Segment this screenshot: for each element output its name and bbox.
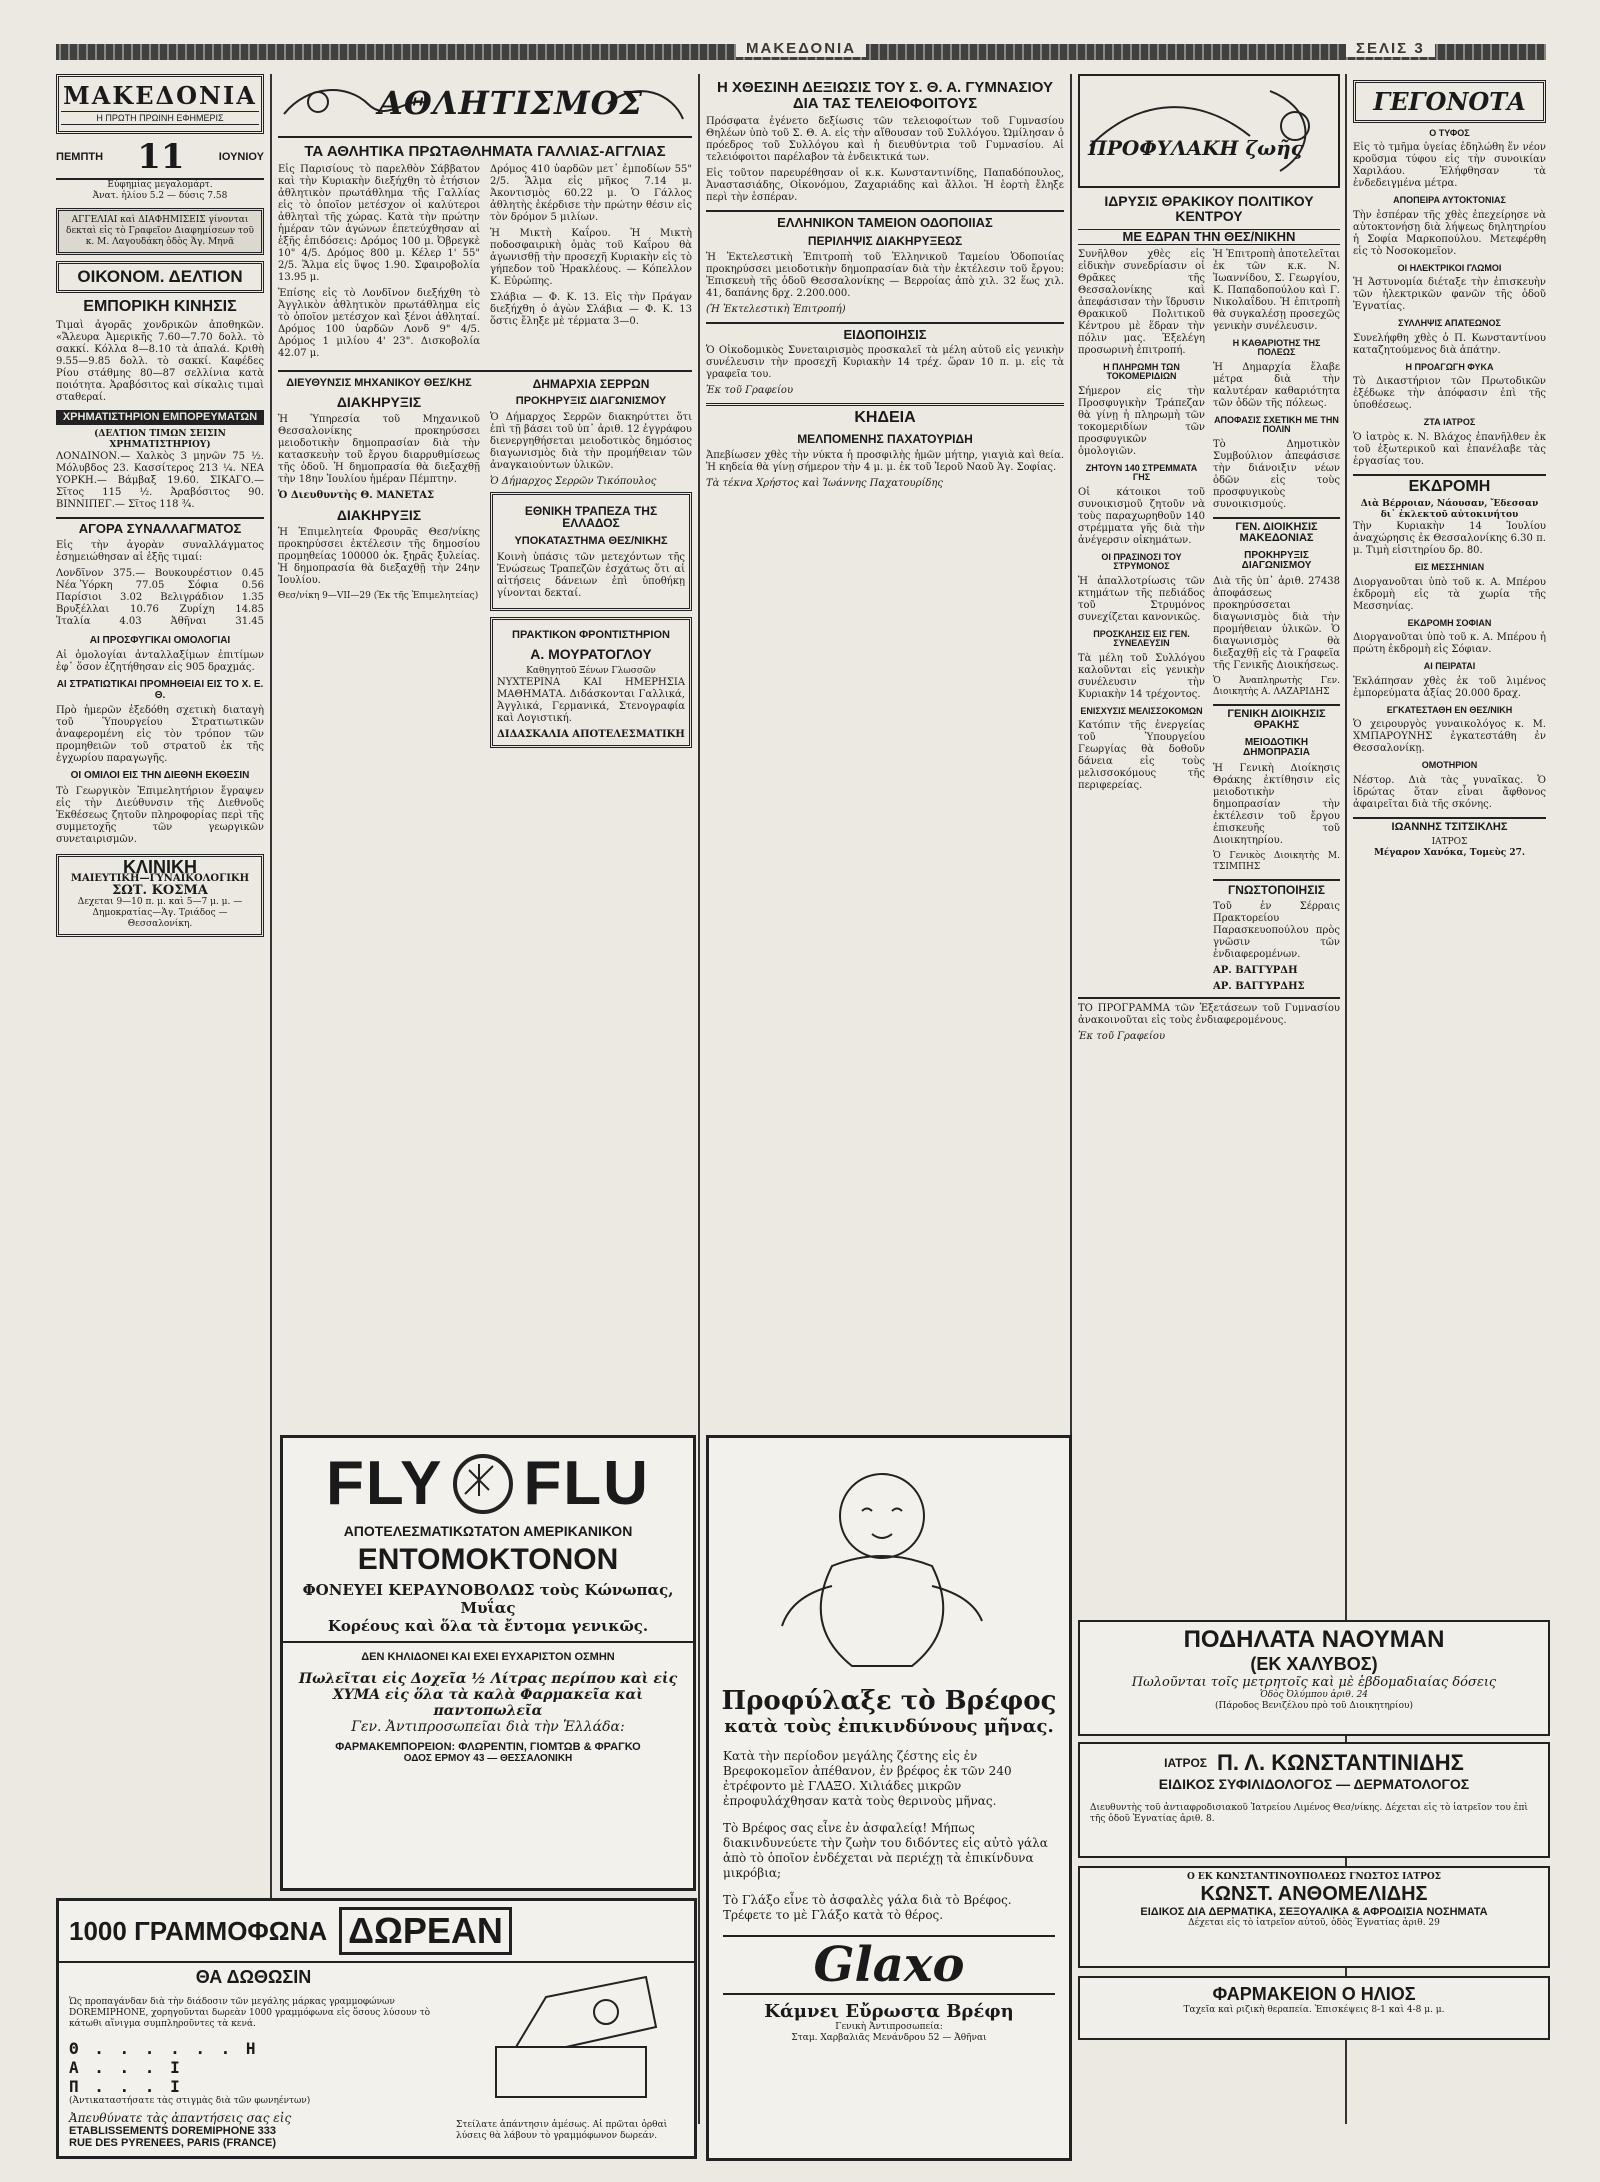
funeral-title: ΚΗΔΕΙΑ	[706, 403, 1064, 427]
doctor-1-prefix: ΙΑΤΡΟΣ	[1164, 1756, 1207, 1770]
gramophone-body	[59, 1963, 694, 2155]
event-item: ΕΓΚΑΤΕΣΤΑΘΗ ΕΝ ΘΕΣ/ΝΙΚΗ Ὁ χειρουργὸς γυναικολόγος κ. Μ. ΧΜΠΑΡΟΥΝΗΣ ἐγκατεστάθη ἐν Θεσσαλονίκῃ.	[1353, 704, 1546, 755]
thrace-gov-subtitle: ΜΕΙΟΔΟΤΙΚΗ ΔΗΜΟΠΡΑΣΙΑ	[1243, 736, 1310, 759]
table-row: Βρυξέλλαι 10.76 Ζυρίχη 14.85	[56, 603, 264, 615]
macedonia-subtitle: ΠΡΟΚΗΡΥΞΙΣ ΔΙΑΓΩΝΙΣΜΟΥ	[1241, 549, 1312, 572]
exam-sign: Ἐκ τοῦ Γραφείου	[1078, 1030, 1166, 1042]
doctor-anthomelidis-ad	[1078, 1866, 1550, 1968]
notary-text: Τοῦ ἐν Σέρραις Πρακτορείου Παρασκευοπούλου πρὸς γνῶσιν τῶν ἐνδιαφερομένων.	[1213, 900, 1340, 960]
top-rule	[56, 40, 1546, 60]
cleanliness-text: Ἡ Δημαρχία ἔλαβε μέτρα διὰ τὴν καλυτέραν καθαριότητα τῶν ὁδῶν τῆς πόλεως.	[1213, 361, 1340, 409]
funeral-text: Ἀπεβίωσεν χθὲς τὴν νύκτα ἡ προσφιλὴς ἡμῶν μήτηρ, γιαγιὰ καὶ θεία. Ἡ κηδεία θὰ γίνῃ σήμερον τὴν 4 μ. μ. ἐκ τοῦ Ἱεροῦ Ναοῦ Ἁγ. Σοφίας.	[706, 449, 1064, 473]
trip-text: Τὴν Κυριακὴν 14 Ἰουλίου ἀναχώρησις ἐκ Θεσσαλονίκης 6.30 π. μ. Τιμὴ εἰσιτηρίου δρ. 80.	[1353, 521, 1546, 557]
masthead-box	[56, 74, 264, 134]
notices-title: ΕΙΔΟΠΟΙΗΣΙΣ	[706, 322, 1064, 342]
doctor-1-specialty: ΕΙΔΙΚΟΣ ΣΥΦΙΛΙΔΟΛΟΓΟΣ — ΔΕΡΜΑΤΟΛΟΓΟΣ	[1158, 1776, 1470, 1792]
running-title: ΜΑΚΕΔΟΝΙΑ	[736, 40, 866, 57]
notary-name: ΑΡ. ΒΑΓΓΥΡΔΗ	[1213, 964, 1298, 976]
table-row: Λονδῖνον 375.— Βουκουρέστιον 0.45	[56, 567, 264, 579]
military-title: ΑΙ ΣΤΡΑΤΙΩΤΙΚΑΙ ΠΡΟΜΗΘΕΙΑΙ ΕΙΣ ΤΟ Χ. Ε. Θ.	[56, 679, 264, 701]
mayor-title: ΔΗΜΑΡΧΙΑ ΣΕΡΡΩΝ	[532, 376, 650, 391]
doctor-2-specialty: ΕΙΔΙΚΟΣ ΔΙΑ ΔΕΡΜΑΤΙΚΑ, ΣΕΞΟΥΑΛΙΚΑ & ΑΦΡΟΔΙΣΙΑ ΝΟΣΗΜΑΤΑ	[1140, 1906, 1488, 1918]
glaxo-title-2: κατὰ τοὺς ἐπικινδύνους μῆνας.	[724, 1716, 1054, 1737]
column-rule	[270, 74, 272, 2124]
school-footer: ΔΙΔΑΣΚΑΛΙΑ ΑΠΟΤΕΛΕΣΜΑΤΙΚΗ	[497, 728, 685, 740]
glaxo-agent: Γενικὴ Ἀντιπροσωπεία:	[835, 2022, 943, 2032]
beekeepers-title: ΕΝΙΣΧΥΣΙΣ ΜΕΛΙΣΣΟΚΟΜΩΝ	[1080, 705, 1203, 716]
land-text: Οἱ κάτοικοι τοῦ συνοικισμοῦ ζητοῦν νὰ τοὺς παραχωρηθοῦν 140 στρέμματα γῆς διὰ τὴν ἀνέγερσιν οἰκημάτων.	[1078, 486, 1205, 546]
column-3	[706, 74, 1064, 1419]
gramophone-address-head: Ἀπευθύνατε τὰς ἀπαντήσεις σας εἰς	[69, 2111, 292, 2125]
column-1	[56, 74, 264, 1884]
fund-title: ΕΛΛΗΝΙΚΟΝ ΤΑΜΕΙΟΝ ΟΔΟΠΟΙΙΑΣ	[706, 210, 1064, 230]
thrace-text: Συνῆλθον χθὲς εἰς εἰδικὴν συνεδρίασιν οἱ Θρᾶκες τῆς Θεσσαλονίκης καὶ ἀπεφάσισαν τὴν ἵδρυσιν Θρακικοῦ Πολιτικοῦ Κέντρου μὲ ἕδραν τὴν πόλιν μας. Ἐξελέγη προσωρινὴ ἐπιτροπή.	[1078, 249, 1205, 357]
macedonia-text: Διὰ τῆς ὑπ᾽ ἀριθ. 27438 ἀποφάσεως προκηρύσσεται διαγωνισμὸς διὰ τὴν προμήθειαν ὑλικῶν. Ὁ διαγωνισμὸς θὰ διεξαχθῇ εἰς τὰ Γραφεῖα τῆς Γενικῆς Διοικήσεως.	[1213, 575, 1340, 671]
masthead-subtitle: Η ΠΡΩΤΗ ΠΡΩΙΝΗ ΕΦΗΜΕΡΙΣ	[61, 111, 259, 125]
funeral-sign: Τὰ τέκνα Χρήστος καὶ Ἰωάννης Παχατουρίδης	[706, 477, 944, 489]
clinic-doctor: ΣΩΤ. ΚΟΣΜΑ	[112, 882, 208, 898]
reception-text-1: Πρόσφατα ἐγένετο δεξίωσις τῶν τελειοφοίτων τοῦ Γυμνασίου Θηλέων ὑπὸ τοῦ Σ. Θ. Α. εἰς τὴν αἴθουσαν τοῦ Συλλόγου. Ὡμίλησαν ὁ πρόεδρος τοῦ Συλλόγου καὶ ἡ διευθύντρια τοῦ Γυμνασίου. Αἱ τελειόφοιτοι παρέλαβον τὰ ἐνδεικτικά των.	[706, 115, 1064, 163]
gramophone-side-text: Στείλατε ἀπάντησιν ἀμέσως. Αἱ πρῶται ὀρθαὶ λύσεις θὰ λάβουν τὸ γραμμόφωνον δωρεάν.	[456, 2120, 668, 2141]
mayor-subtitle: ΠΡΟΚΗΡΥΞΙΣ ΔΙΑΓΩΝΙΣΜΟΥ	[515, 395, 667, 408]
glaxo-brand: Glaxo	[723, 1935, 1055, 1995]
council-text: Τὸ Δημοτικὸν Συμβούλιον ἀπεφάσισε τὴν διάνοιξιν νέων ὁδῶν εἰς τοὺς προσφυγικοὺς συνοικισμούς.	[1213, 438, 1340, 510]
mech-notice-text: Ἡ Ὑπηρεσία τοῦ Μηχανικοῦ Θεσσαλονίκης προκηρύσσει μειοδοτικὴν δημοπρασίαν διὰ τὴν κατασκευὴν τοῦ ἔργου διαρρυθμίσεως τῆς ὁδοῦ. Ἡ δημοπρασία θὰ διεξαχθῇ τὴν 18ην Ἰουλίου ἡμέραν Πέμπτην.	[278, 413, 480, 485]
mech-notice-subtitle: ΔΙΑΚΗΡΥΞΙΣ	[336, 394, 422, 411]
flyflu-line-5: ΔΕΝ ΚΗΛΙΔΟΝΕΙ ΚΑΙ ΕΧΕΙ ΕΥΧΑΡΙΣΤΟΝ ΟΣΜΗΝ	[361, 1651, 615, 1663]
flyflu-line-3: ΦΟΝΕΥΕΙ ΚΕΡΑΥΝΟΒΟΛΩΣ τοὺς Κώνωπας, Μυΐας	[302, 1581, 674, 1617]
school-name: Α. ΜΟΥΡΑΤΟΓΛΟΥ	[530, 646, 652, 663]
sport-section-banner	[278, 74, 692, 138]
clinic-title: ΚΛΙΝΙΚΗ	[122, 856, 197, 877]
school-title: ΠΡΑΚΤΙΚΟΝ ΦΡΟΝΤΙΣΤΗΡΙΟΝ	[512, 628, 670, 641]
pharmacy-text: Ταχεῖα καὶ ριζικὴ θεραπεία. Ἐπισκέψεις 8-1 καὶ 4-8 μ. μ.	[1183, 2005, 1445, 2015]
clinic-ad	[56, 854, 264, 937]
sport-headline: ΤΑ ΑΘΛΗΤΙΚΑ ΠΡΩΤΑΘΛΗΜΑΤΑ ΓΑΛΛΙΑΣ-ΑΓΓΛΙΑΣ	[304, 143, 666, 160]
column-2	[278, 74, 692, 1419]
table-row: Παρίσιοι 3.02 Βελιγράδιον 1.35	[56, 591, 264, 603]
commerce-title: ΕΜΠΟΡΙΚΗ ΚΙΝΗΣΙΣ	[83, 297, 237, 315]
event-item: ΖΤΑ ΙΑΤΡΟΣ Ὁ ἰατρὸς κ. Ν. Βλάχος ἐπανῆλθεν ἐκ τοῦ ἐξωτερικοῦ καὶ ἐπανέλαβε τὰς ἐργασίας του.	[1353, 417, 1546, 467]
column-5	[1353, 74, 1546, 1194]
bank-notice	[490, 492, 692, 611]
cleanliness-title: Η ΚΑΘΑΡΙΟΤΗΣ ΤΗΣ ΠΟΛΕΩΣ	[1232, 338, 1321, 358]
exchange-text: ΛΟΝΔΙΝΟΝ.— Χαλκὸς 3 μηνῶν 75 ½. Μόλυβδος 23. Κασσίτερος 213 ¼. ΝΕΑ ΥΟΡΚΗ.— Βάμβαξ 19.60. ΣΙΚΑΓΟ.— Σῖτος 115 ½. Ἀραβόσιτος 90. ΒΙΝΝΙΠΕΓ.— Σῖτος 118 ¾.	[56, 451, 264, 511]
gramophone-address-2: RUE DES PYRENEES, PARIS (FRANCE)	[69, 2137, 276, 2149]
strymon-text: Ἡ ἀπαλλοτρίωσις τῶν κτημάτων τῆς πεδιάδος τοῦ Στρυμόνος συνεχίζεται κανονικῶς.	[1078, 575, 1205, 623]
funeral-name: ΜΕΛΠΟΜΕΝΗΣ ΠΑΧΑΤΟΥΡΙΔΗ	[797, 432, 973, 447]
flyflu-line-1: ΑΠΟΤΕΛΕΣΜΑΤΙΚΩΤΑΤΟΝ ΑΜΕΡΙΚΑΝΙΚΟΝ	[343, 1523, 633, 1539]
gramophone-ad	[56, 1898, 697, 2159]
flyflu-line-8: Γεν. Ἀντιπροσωπεῖαι διὰ τὴν Ἑλλάδα:	[351, 1719, 625, 1735]
reception-text-2: Εἰς τοῦτον παρευρέθησαν οἱ κ.κ. Κωνσταντινίδης, Παπαδόπουλος, Ἀναστασιάδης, Οἰκονόμου, Ζαχαριάδης καὶ ἄλλοι. Ἡ ἑορτὴ ἔληξε περὶ τὴν ἑσπέραν.	[706, 167, 1064, 203]
date-month: ΙΟΥΝΙΟΥ	[218, 151, 264, 163]
econ-title: ΟΙΚΟΝΟΜ. ΔΕΛΤΙΟΝ	[56, 261, 264, 293]
sport-body	[278, 164, 692, 364]
glaxo-agent-address: Σταμ. Χαρβαλιᾶς Μενάνδρου 52 — Ἀθῆναι	[791, 2033, 987, 2043]
event-item: ΑΠΟΠΕΙΡΑ ΑΥΤΟΚΤΟΝΙΑΣ Τὴν ἑσπέραν τῆς χθὲς ἐπεχείρησε νὰ αὐτοκτονήσῃ διὰ λήψεως δηλητηρίου ἡ Σοφία Μαρκοπούλου. Μετεφέρθη εἰς τὸ Νοσοκομεῖον.	[1353, 195, 1546, 257]
gramophone-title-2: ΔΩΡΕΑΝ	[339, 1907, 512, 1955]
flyflu-ad	[280, 1435, 696, 1891]
flyflu-line-6: Πωλεῖται εἰς Δοχεῖα ½ Λίτρας περίπου καὶ εἰς	[298, 1671, 678, 1687]
commerce-text: Τιμαὶ ἀγορᾶς χονδρικῶν ἀποθηκῶν. «Ἄλευρα Ἀμερικῆς 7.60—7.70 δολλ. τὸ σακκί. Κόλλα 8—8.10 τὰ ἀπαλά. Κριθὴ 9.55—9.85 δολλ. τὸ σακκί. Καφέδες Ρίου στάθμης 80—87 σελλίνια κατὰ ποιότητα. Ἀραβόσιτος καὶ σίκαλις τιμαὶ σταθεραί.	[56, 319, 264, 403]
trip-subtitle: Διὰ Βέρροιαν, Νάουσαν, Ἔδεσσαν δι᾽ ἐκλεκτοῦ αὐτοκινήτου	[1360, 499, 1539, 521]
sport-section-title: ΑΘΛΗΤΙΣΜΟΣ	[378, 84, 644, 122]
masthead-title: ΜΑΚΕΔΟΝΙΑ	[63, 81, 257, 110]
school-subtitle: Καθηγητοῦ Ξένων Γλωσσῶν	[526, 665, 656, 676]
pharmacy-title: ΦΑΡΜΑΚΕΙΟΝ Ο ΗΛΙΟΣ	[1212, 1984, 1416, 2004]
glaxo-text-3: Τὸ Γλάξο εἶνε τὸ ἀσφαλὲς γάλα διὰ τὸ Βρέφος. Τρέφετε το μὲ Γλάξο κατὰ τὸ θέρος.	[723, 1893, 1012, 1922]
settle-text: Αἱ ὁμολογίαι ἀνταλλαξίμων ἐπιτίμων ἐφ᾽ ὅσον ἐζητήθησαν εἰς 905 δραχμάς.	[56, 650, 264, 674]
glaxo-ad	[706, 1435, 1072, 2161]
exchange-title: ΧΡΗΜΑΤΙΣΤΗΡΙΟΝ ΕΜΠΟΡΕΥΜΑΤΩΝ	[56, 410, 264, 426]
sport-text-4: Ἡ Μικτὴ Καΐρου. Ἡ Μικτὴ ποδοσφαιρικὴ ὁμὰς τοῦ Καΐρου θὰ ἀγωνισθῇ τὴν προσεχῆ Κυριακὴν εἰς τὸ γήπεδον τοῦ Ἡρακλέους. — Κόπελλον Κ. Εὐρώπης.	[490, 227, 692, 287]
bicycles-subtitle: (ΕΚ ΧΑΛΥΒΟΣ)	[1250, 1654, 1378, 1674]
dentist-title: ΙΑΤΡΟΣ	[1431, 837, 1468, 848]
flyflu-brand-left: FLY	[326, 1449, 444, 1518]
notices-text: Ὁ Οἰκοδομικὸς Συνεταιρισμὸς προσκαλεῖ τὰ μέλη αὐτοῦ εἰς γενικὴν συνέλευσιν τὴν προσεχῆ Κυριακὴν 14 τρέχ. ὥραν 10 π. μ. εἰς τὰ γραφεῖα του.	[706, 345, 1064, 381]
gramophone-illustration	[456, 1967, 686, 2107]
event-item: ΑΙ ΠΕΙΡΑΤΑΙ Ἐκλάπησαν χθὲς ἐκ τοῦ λιμένος ἐμπορεύματα ἀξίας 20.000 δραχ.	[1353, 661, 1546, 699]
events-title: ΓΕΓΟΝΟΤΑ	[1353, 80, 1546, 123]
puzzle-line: Π . . . Ι	[69, 2077, 183, 2096]
event-item: ΣΥΛΛΗΨΙΣ ΑΠΑΤΕΩΝΟΣ Συνελήφθη χθὲς ὁ Π. Κωνσταντίνου καταζητούμενος διὰ ἀπάτην.	[1353, 318, 1546, 356]
doctor-2-text: Δέχεται εἰς τὸ ἰατρεῖον αὐτοῦ, ὁδὸς Ἐγνατίας ἀριθ. 29	[1188, 1918, 1440, 1928]
sport-text-1: Εἰς Παρισίους τὸ παρελθὸν Σάββατον καὶ τὴν Κυριακὴν διεξήχθη τὸ ἐτήσιον ἀθλητικὸν πρωτάθλημα τῆς Γαλλίας εἰς τὸ ὁποῖον μετέσχον οἱ καλύτεροι ἀθληταὶ τῆς χώρας. Κατὰ τὴν πρώτην ἡμέραν τῶν ἀγώνων ἐπετεύχθησαν αἱ ἑξῆς ἐπιδόσεις: Δρόμος 100 μ. Ὀβρεγκὲ 10" 4/5. Δρόμος 800 μ. Κέλερ 1' 55" 2/5. Ἅλμα εἰς ὕψος 1.90. Σφαιροβολία 13.95 μ.	[278, 163, 480, 283]
market-intro: Εἰς τὴν ἀγορὰν συναλλάγματος ἐσημειώθησαν αἱ ἑξῆς τιμαί:	[56, 539, 264, 563]
fair-text: Τὸ Γεωργικὸν Ἐπιμελητήριον ἔγραψεν εἰς τὴν Διεύθυνσιν τῆς Διεθνοῦς Ἐκθέσεως ζητοῦν πληροφορίας περὶ τῆς συμμετοχῆς τῶν γεωργικῶν συνεταιρισμῶν.	[56, 785, 264, 845]
supply-notice-sign: Θεσ/νίκη 9—VII—29 (Ἐκ τῆς Ἐπιμελητείας)	[278, 590, 479, 601]
macedonia-title: ΓΕΝ. ΔΙΟΙΚΗΣΙΣ ΜΑΚΕΔΟΝΙΑΣ	[1213, 517, 1340, 545]
glaxo-text-1: Κατὰ τὴν περίοδον μεγάλης ζέστης εἰς ἐν Βρεφοκομεῖον ἀπέθανον, ἐν βρέφος ἐκ τῶν 240 ἐτρέφοντο μὲ ΓΛΑΞΟ. Χιλιάδες μικρῶν ἐπροφυλάχθησαν κατὰ τοὺς θερινοὺς μῆνας.	[723, 1749, 1012, 1808]
coupon-title: Η ΠΛΗΡΩΜΗ ΤΩΝ ΤΟΚΟΜΕΡΙΔΙΩΝ	[1103, 362, 1180, 382]
flyflu-logo	[283, 1448, 693, 1519]
supply-notice-title: ΔΙΑΚΗΡΥΞΙΣ	[336, 506, 422, 523]
mech-notice-title: ΔΙΕΥΘΥΝΣΙΣ ΜΗΧΑΝΙΚΟΥ ΘΕΣ/ΚΗΣ	[286, 376, 472, 389]
event-item: ΕΚΔΡΟΜΗ ΣΟΦΙΑΝ Διοργανοῦται ὑπὸ τοῦ κ. Α. Μπέρου ἡ πρώτη ἐκδρομὴ εἰς Σόφιαν.	[1353, 617, 1546, 656]
date-feast: Εὐφημίας μεγαλομάρτ.	[107, 180, 213, 190]
assembly-text: Τὰ μέλη τοῦ Συλλόγου καλοῦνται εἰς γενικὴν συνέλευσιν τὴν Κυριακὴν 14 τρέχοντος.	[1078, 652, 1205, 700]
event-item: ΟΙ ΗΛΕΚΤΡΙΚΟΙ ΓΛΩΜΟΙ Ἡ Ἀστυνομία διέταξε τὴν ἐπισκευὴν τῶν ἠλεκτρικῶν φανῶν τῆς ὁδοῦ Ἐγνατίας.	[1353, 262, 1546, 313]
dentist-name: ΙΩΑΝΝΗΣ ΤΣΙΤΣΙΚΛΗΣ	[1353, 817, 1546, 834]
thrace-gov-title: ΓΕΝΙΚΗ ΔΙΟΙΚΗΣΙΣ ΘΡΑΚΗΣ	[1213, 704, 1340, 732]
bank-subtitle: ΥΠΟΚΑΤΑΣΤΗΜΑ ΘΕΣ/ΝΙΚΗΣ	[514, 535, 668, 548]
mech-notice-sign: Ὁ Διευθυντὴς Θ. ΜΑΝΕΤΑΣ	[278, 489, 435, 501]
market-title: ΑΓΟΡΑ ΣΥΝΑΛΛΑΓΜΑΤΟΣ	[56, 517, 264, 536]
doctor-konstantinidis-ad	[1078, 1742, 1550, 1858]
strymon-title: ΟΙ ΠΡΑΣΙΝΟΣΙ ΤΟΥ ΣΤΡΥΜΟΝΟΣ	[1101, 551, 1182, 572]
fair-title: ΟΙ ΟΜΙΛΟΙ ΕΙΣ ΤΗΝ ΔΙΕΘΝΗ ΕΚΘΕΣΙΝ	[70, 770, 250, 782]
ads-notice: ΑΓΓΕΛΙΑΙ καὶ ΔΙΑΦΗΜΙΣΕΙΣ γίνονται δεκταὶ εἰς τὸ Γραφεῖον Διαφημίσεων τοῦ κ. Μ. Λαγουδάκη ὁδὸς Ἁγ. Μηνᾶ	[56, 208, 264, 255]
trip-title: ΕΚΔΡΟΜΗ	[1353, 474, 1546, 496]
reception-headline: Η ΧΘΕΣΙΝΗ ΔΕΞΙΩΣΙΣ ΤΟΥ Σ. Θ. Α. ΓΥΜΝΑΣΙΟΥ ΔΙΑ ΤΑΣ ΤΕΛΕΙΟΦΟΙΤΟΥΣ	[717, 79, 1053, 112]
event-item: ΟΜΟΤΗΡΙΟΝ Νέστορ. Διὰ τὰς γυναῖκας. Ὁ ἰδρώτας ὅταν εἶναι ἄφθονος ἀφαιρεῖται διὰ τῆς σκόνης.	[1353, 760, 1546, 810]
table-row: Νέα Ὑόρκη 77.05 Σόφια 0.56	[56, 579, 264, 591]
date-weekday: ΠΕΜΠΤΗ	[56, 151, 104, 163]
flyflu-line-10: ΟΔΟΣ ΕΡΜΟΥ 43 — ΘΕΣΣΑΛΟΝΙΚΗ	[403, 1753, 573, 1764]
page-number: ΣΕΛΙΣ 3	[1346, 40, 1435, 57]
health-banner-title: ΠΡΟΦΥΛΑΚΗ ζωῆς	[1088, 136, 1303, 160]
event-item: Ο ΤΥΦΟΣ Εἰς τὸ τμῆμα ὑγείας ἐδηλώθη ἕν νέον κροῦσμα τύφου εἰς τὴν συνοικίαν Χαριλάου. Ἐλήφθησαν τὰ ἐνδεδειγμένα μέτρα.	[1353, 128, 1546, 190]
health-banner	[1078, 74, 1340, 188]
health-banner-illustration	[1080, 76, 1338, 182]
baby-illustration	[712, 1446, 1066, 1686]
doctor-2-name: ΚΩΝΣΤ. ΑΝΘΟΜΕΛΙΔΗΣ	[1200, 1883, 1428, 1905]
land-title: ΖΗΤΟΥΝ 140 ΣΤΡΕΜΜΑΤΑ ΓΗΣ	[1085, 462, 1198, 483]
school-text: ΝΥΧΤΕΡΙΝΑ ΚΑΙ ΗΜΕΡΗΣΙΑ ΜΑΘΗΜΑΤΑ. Διδάσκονται Γαλλικά, Ἀγγλικά, Γερμανικά, Στενογραφία καὶ Λογιστική.	[497, 676, 685, 724]
thrace-gov-text: Ἡ Γενικὴ Διοίκησις Θράκης ἐκτίθησιν εἰς μειοδοτικὴν δημοπρασίαν τὴν ἐκτέλεσιν τοῦ ἔργου ἐπισκευῆς τοῦ Διοικητηρίου.	[1213, 762, 1340, 846]
table-row: Ἰταλία 4.03 Ἀθῆναι 31.45	[56, 615, 264, 627]
bicycles-address-2: (Πάροδος Βενιζέλου πρὸ τοῦ Διοικητηρίου)	[1215, 1701, 1413, 1711]
puzzle-line: Θ . . . . . . Η	[69, 2039, 259, 2058]
sport-text-2: Ἐπίσης εἰς τὸ Λονδῖνον διεξήχθη τὸ Ἀγγλικὸν ἀθλητικὸν πρωτάθλημα εἰς τὸ ὁποῖον μετέσχον καὶ ξένοι ἀθληταί. Δρόμος 100 ὑαρδῶν Λονδ 9" 4/5. Δρόμος 1 μιλίου 4' 23". Δισκοβολία 42.07 μ.	[278, 287, 480, 359]
sport-text-3: Δρόμος 410 ὑαρδῶν μετ᾽ ἐμποδίων 55" 2/5. Ἅλμα εἰς μῆκος 7.14 μ. Ἀκοντισμὸς 60.22 μ. Ὁ Γάλλος ἀθλητὴς ἐκέρδισε τὴν πρώτην θέσιν εἰς τὸν δρόμον 5 μιλίων.	[490, 163, 692, 223]
thrace-gov-sign: Ὁ Γενικὸς Διοικητὴς Μ. ΤΣΙΜΠΗΣ	[1213, 850, 1340, 872]
flyflu-line-2: ΕΝΤΟΜΟΚΤΟΝΟΝ	[357, 1543, 619, 1576]
flyflu-brand-right: FLU	[523, 1449, 650, 1518]
mayor-sign: Ὁ Δήμαρχος Σερρῶν Τικόπουλος	[490, 475, 657, 487]
clinic-subtitle: ΜΑΙΕΥΤΙΚΗ—ΓΥΝΑΙΚΟΛΟΓΙΚΗ	[70, 872, 250, 884]
military-text: Πρὸ ἡμερῶν ἐξεδόθη σχετικὴ διαταγὴ τοῦ Ὑπουργείου Στρατιωτικῶν ἀναφερομένη εἰς τὸν τρόπον τῶν προμηθειῶν τοῦ στρατοῦ ἐκ τῆς ἐγχωρίου παραγωγῆς.	[56, 705, 264, 765]
date-day: 11	[137, 137, 185, 177]
fund-sign: (Ἡ Ἐκτελεστικὴ Ἐπιτροπή)	[706, 303, 846, 315]
date-block	[56, 137, 264, 180]
gramophone-subtitle: ΘΑ ΔΩΘΩΣΙΝ	[195, 1967, 312, 1987]
bicycles-title: ΠΟΔΗΛΑΤΑ ΝΑΟΥΜΑΝ	[1183, 1626, 1445, 1653]
flyflu-line-4: Κορέους καὶ ὅλα τὰ ἔντομα γενικῶς.	[283, 1617, 693, 1643]
doctor-2-prefix: Ο ΕΚ ΚΩΝΣΤΑΝΤΙΝΟΥΠΟΛΕΩΣ ΓΝΩΣΤΟΣ ΙΑΤΡΟΣ	[1186, 1872, 1442, 1882]
bank-text: Κοινὴ ὑπάσις τῶν μετεχόντων τῆς Ἐνώσεως Τραπεζῶν ἐσχάτως ὅτι αἱ αἰτήσεις δάνειων ἐπὶ ὑποθήκῃ γίνονται δεκταί.	[497, 551, 685, 599]
flyflu-line-9: ΦΑΡΜΑΚΕΜΠΟΡΕΙΟΝ: ΦΛΩΡΕΝΤΙΝ, ΓΙΟΜΤΩΒ & ΦΡΑΓΚΟ	[335, 1741, 641, 1753]
notary-sign: ΑΡ. ΒΑΓΓΥΡΔΗΣ	[1213, 980, 1305, 992]
bicycles-ad	[1078, 1620, 1550, 1736]
clinic-hours: Δεχεται 9—10 π. μ. καὶ 5—7 μ. μ. — Δημοκρατίας—Ἁγ. Τριάδος — Θεσσαλονίκη.	[77, 896, 243, 929]
flyflu-line-7: ΧΥΜΑ εἰς ὅλα τὰ καλὰ Φαρμακεῖα καὶ παντοπωλεῖα	[332, 1687, 644, 1719]
beekeepers-text: Κατόπιν τῆς ἐνεργείας τοῦ Ὑπουργείου Γεωργίας θὰ δοθοῦν δάνεια εἰς τοὺς μελισσοκόμους τῆς περιφερείας.	[1078, 719, 1205, 791]
puzzle-note: (Ἀντικαταστήσατε τὰς στιγμὰς διὰ τῶν φωνηέντων)	[69, 2096, 311, 2106]
bicycles-text: Πωλοῦνται τοῖς μετρητοῖς καὶ μὲ ἑβδομαδιαίας δόσεις	[1131, 1675, 1497, 1690]
puzzle-line: Α . . . Ι	[69, 2058, 183, 2077]
event-item: Η ΠΡΟΑΓΩΓΗ ΦΥΚΑ Τὸ Δικαστήριον τῶν Πρωτοδικῶν ἐξέδωκε τὴν ἀπόφασιν ἐπὶ τῆς ὑποθέσεως.	[1353, 361, 1546, 412]
sport-text-5: Σλάβια — Φ. Κ. 13. Εἰς τὴν Πράγαν διεξήχθη ὁ ἀγὼν Σλάβια — Φ. Κ. 13 ὅστις ἔληξε μὲ τέρματα 3—0.	[490, 291, 692, 327]
supply-notice-text: Ἡ Ἐπιμελητεία Φρουρᾶς Θεσ/νίκης προκηρύσσει ἐκτέλεσιν τῆς δημοσίου προμηθείας 100000 ὀκ. ξηρᾶς ξυλείας. Ἡ δημοπρασία θὰ διεξαχθῇ τὴν 24ην Ἰουλίου.	[278, 526, 480, 586]
assembly-title: ΠΡΟΣΚΛΗΣΙΣ ΕΙΣ ΓΕΝ. ΣΥΝΕΛΕΥΣΙΝ	[1093, 628, 1190, 649]
pharmacy-ad	[1078, 1976, 1550, 2040]
glaxo-text-2: Τὸ Βρέφος σας εἶνε ἐν ἀσφαλείᾳ! Μήπως διακινδυνεύετε τὴν ζωὴν του διδόντες εἰς αὐτὸ γάλα ἀπὸ τὸ ὁποῖον ἐνδέχεται νὰ περιέχῃ τὰ ἐπικίνδυνα μικρόβια;	[723, 1821, 1048, 1880]
doctor-1-name: Π. Λ. ΚΩΝΣΤΑΝΤΙΝΙΔΗΣ	[1217, 1750, 1464, 1775]
dentist-address: Μέγαρον Χανόκα, Τομεὺς 27.	[1373, 848, 1526, 859]
mosquito-icon	[453, 1454, 513, 1514]
thrace-subhead: ΜΕ ΕΔΡΑΝ ΤΗΝ ΘΕΣ/ΝΙΚΗΝ	[1078, 229, 1340, 245]
fund-subtitle: ΠΕΡΙΛΗΨΙΣ ΔΙΑΚΗΡΥΞΕΩΣ	[807, 234, 963, 249]
thrace-headline: ΙΔΡΥΣΙΣ ΘΡΑΚΙΚΟΥ ΠΟΛΙΤΙΚΟΥ ΚΕΝΤΡΟΥ	[1104, 193, 1314, 224]
school-ad	[490, 617, 692, 748]
gramophone-text: Ὡς προπαγάνδαν διὰ τὴν διάδοσιν τῶν μεγάλης μάρκας γραμμοφώνων DOREMIPHONE, χορηγοῦνται δωρεὰν 1000 γραμμόφωνα εἰς ὅσους λύσουν τὸ κάτωθι αἴνιγμα συμπληροῦντες τὰ κενά.	[69, 1997, 431, 2029]
exam-text: ΤΟ ΠΡΟΓΡΑΜΜΑ τῶν Ἐξετάσεων τοῦ Γυμνασίου ἀνακοινοῦται εἰς τοὺς ἐνδιαφερομένους.	[1078, 997, 1340, 1027]
col4-body	[1078, 249, 1340, 997]
gramophone-title-1: 1000 ΓΡΑΜΜΟΦΩΝΑ	[69, 1915, 328, 1946]
event-item: ΕΙΣ ΜΕΣΣΗΝΙΑΝ Διοργανοῦται ὑπὸ τοῦ κ. Α. Μπέρου ἐκδρομὴ εἰς τὰ χωρία τῆς Μεσσηνίας.	[1353, 562, 1546, 612]
bicycles-address: Ὁδὸς Ὀλύμπου ἀριθ. 24	[1259, 1690, 1369, 1700]
bank-title: ΕΘΝΙΚΗ ΤΡΑΠΕΖΑ ΤΗΣ ΕΛΛΑΔΟΣ	[524, 503, 658, 531]
notices-row	[278, 370, 692, 754]
exchange-subtitle: (ΔΕΛΤΙΟΝ ΤΙΜΩΝ ΣΕΙΣΙΝ ΧΡΗΜΑΤΙΣΤΗΡΙΟΥ)	[94, 429, 226, 451]
gramophone-address-1: ETABLISSEMENTS DOREMIPHONE 333	[69, 2125, 276, 2137]
doctor-1-text: Διευθυντὴς τοῦ ἀντιαφροδισιακοῦ Ἰατρείου Λιμένος Θεσ/νίκης. Δέχεται εἰς τὸ ἰατρεῖον του ἐπὶ τῆς ὁδοῦ Ἐγνατίας ἀριθ. 8.	[1090, 1803, 1528, 1824]
committee-text: Ἡ Ἐπιτροπὴ ἀποτελεῖται ἐκ τῶν κ.κ. Ν. Ἰωαννίδου, Σ. Γεωργίου, Κ. Παπαδοπούλου καὶ Γ. Νικολαΐδου. Ἡ ἐπιτροπὴ θὰ συγκαλέσῃ προσεχῶς γενικὴν συνέλευσιν.	[1213, 249, 1340, 333]
council-title: ΑΠΟΦΑΣΙΣ ΣΧΕΤΙΚΗ ΜΕ ΤΗΝ ΠΟΛΙΝ	[1214, 414, 1339, 435]
coupon-text: Σήμερον εἰς τὴν Προσφυγικὴν Τράπεζαν θὰ γίνῃ ἡ πληρωμὴ τῶν τοκομεριδίων τῶν προσφυγικῶν ὁμολογιῶν.	[1078, 385, 1205, 457]
mayor-text: Ὁ Δήμαρχος Σερρῶν διακηρύττει ὅτι ἐπὶ τῇ βάσει τοῦ ὑπ᾽ ἀριθ. 12 ἐγγράφου διενεργηθήσεται μειοδοτικὸς δημόσιος διαγωνισμὸς διὰ τὴν προμήθειαν τῶν ἀναγκαιούντων ὑλικῶν.	[490, 411, 692, 471]
sunrise-line: Ἀνατ. ἡλίου 5.2 — δύσις 7.58	[92, 191, 228, 201]
macedonia-sign: Ὁ Ἀναπληρωτὴς Γεν. Διοικητὴς Α. ΛΑΖΑΡΙΔΗΣ	[1213, 675, 1340, 697]
settle-title: ΑΙ ΠΡΟΣΦΥΓΙΚΑΙ ΟΜΟΛΟΓΙΑΙ	[89, 634, 231, 646]
glaxo-slogan: Κάμνει Εὔρωστα Βρέφη	[764, 2001, 1014, 2022]
market-table	[56, 568, 264, 628]
column-rule	[698, 74, 700, 2124]
gramophone-header	[59, 1901, 694, 1963]
fund-text: Ἡ Ἐκτελεστικὴ Ἐπιτροπὴ τοῦ Ἑλληνικοῦ Ταμείου Ὁδοποιίας προκηρύσσει μειοδοτικὴν δημοπρασίαν διὰ τὴν ἐκτέλεσιν τοῦ ἔργου: Ἐπισκευὴ τῆς ὁδοῦ Θεσσαλονίκης — Βερροίας ἀπὸ χιλ. 32 ἕως χιλ. 41, δαπάνης δρχ. 2.200.000.	[706, 251, 1064, 299]
glaxo-title-1: Προφύλαξε τὸ Βρέφος	[721, 1686, 1057, 1716]
notices-sign: Ἐκ τοῦ Γραφείου	[706, 385, 794, 397]
notary-title: ΓΝΩΣΤΟΠΟΙΗΣΙΣ	[1213, 879, 1340, 897]
